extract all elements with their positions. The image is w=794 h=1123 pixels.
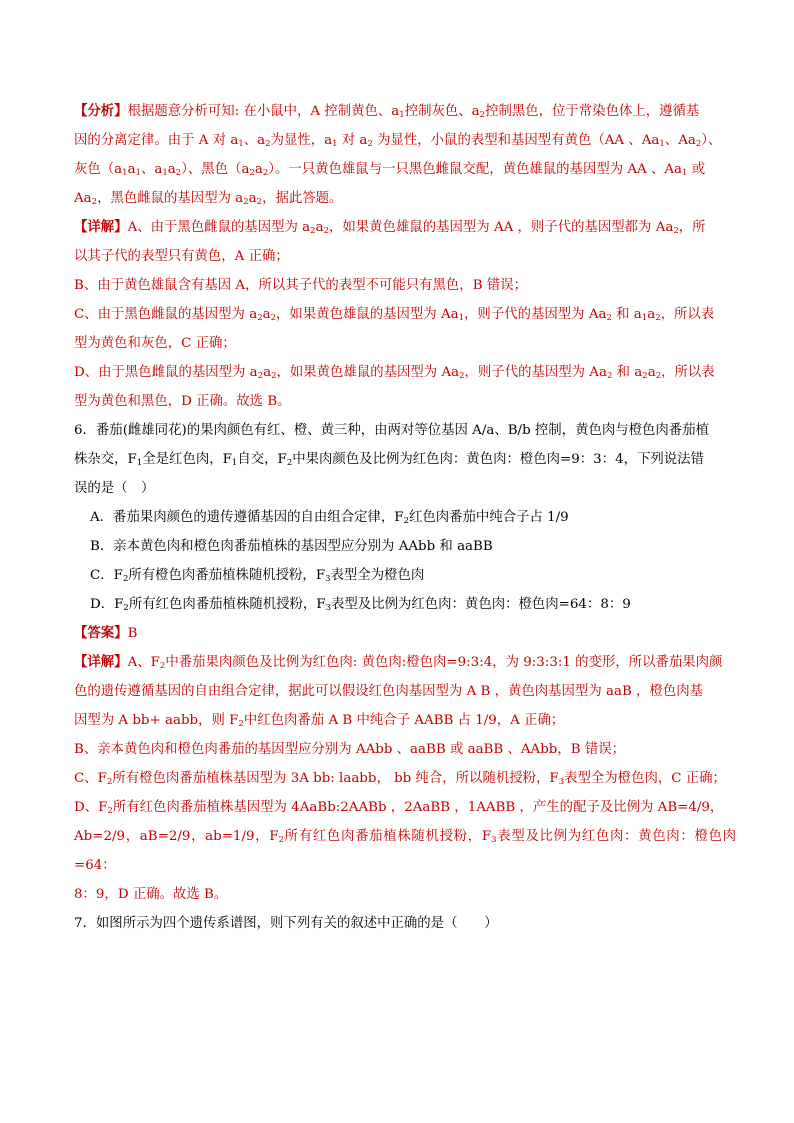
text-segment: 所有橙色肉番茄植株基因型为 3A bb: laabb， bb 纯合，所以随机授粉，F: [112, 771, 559, 786]
subscript: 3: [325, 574, 331, 584]
text-segment: 自交，F: [237, 452, 287, 467]
text-segment: ）、黑色（a: [181, 162, 250, 177]
text-segment: 控制黑色，位于常染色体上，遵循基: [485, 104, 700, 119]
text-segment: ，黑色雌鼠的基因型为 a: [97, 191, 244, 206]
subscript: 2: [175, 168, 182, 178]
text-segment: 8：9，D 正确。故选 B。: [74, 887, 228, 902]
subscript: 2: [403, 516, 409, 526]
text-segment: A．番茄果肉颜色的遗传遵循基因的自由组合定律，F: [90, 510, 404, 525]
text-segment: 红色肉番茄中纯合子占 1/9: [408, 510, 569, 525]
detail-line: [74, 387, 736, 416]
subscript: 2: [695, 139, 702, 149]
text-segment: ，如果黄色雄鼠的基因型为 AA ，则子代的基因型都为 Aa: [329, 220, 674, 235]
detail-line: [74, 648, 736, 677]
subscript: 1: [162, 168, 168, 178]
question-line: [74, 474, 736, 503]
subscript: 2: [655, 371, 662, 381]
text-segment: a: [315, 220, 324, 235]
subscript: 2: [257, 371, 264, 381]
option-a[interactable]: [74, 503, 736, 532]
text-segment: 、a: [140, 162, 163, 177]
detail-tag: 【详解】: [74, 654, 128, 670]
text-segment: ，所以表: [660, 307, 715, 322]
detail-line: [74, 242, 736, 271]
text-segment: a: [248, 191, 257, 206]
answer-section: [74, 619, 736, 648]
text-segment: a: [127, 162, 136, 177]
text-segment: 中红色肉番茄 A B 中纯合子 AABB 占 1/9，A 正确；: [243, 713, 565, 728]
text-segment: ，则子代的基因型为 Aa: [464, 365, 607, 380]
subscript: 2: [673, 226, 679, 236]
subscript: 2: [265, 139, 271, 149]
detail-line: [74, 271, 736, 300]
detail-line: [74, 822, 736, 880]
text-segment: 因的分离定律。由于 A 对 a: [74, 133, 239, 148]
text-segment: 因型为 A bb+ aabb，则 F: [74, 713, 239, 728]
text-segment: 表型及比例为红色肉：黄色肉：橙色肉=64：8：9: [331, 597, 631, 612]
text-segment: a: [647, 307, 656, 322]
subscript: 2: [323, 226, 329, 236]
subscript: 2: [243, 197, 249, 207]
text-segment: 控制灰色、a: [404, 104, 480, 119]
detail-line: [74, 213, 736, 242]
subscript: 2: [270, 313, 277, 323]
question-line: [74, 416, 736, 445]
subscript: 2: [257, 313, 263, 323]
subscript: 2: [278, 835, 284, 845]
text-segment: 6．番茄(雌雄同花)的果肉颜色有红、橙、黄三种，由两对等位基因 A/a、B/b 控制，黄色肉与橙色肉番茄植: [74, 423, 709, 438]
text-segment: 灰色（a: [74, 162, 123, 177]
text-segment: C．F: [90, 568, 123, 583]
text-segment: 和 a: [612, 365, 643, 380]
subscript: 3: [491, 835, 497, 845]
text-segment: 所有红色肉番茄植株随机授粉，F: [128, 597, 326, 612]
subscript: 2: [606, 371, 613, 381]
subscript: 2: [106, 777, 113, 787]
text-segment: 中果肉颜色及比例为红色肉：黄色肉：橙色肉=9：3：4，下列说法错: [292, 452, 704, 467]
text-segment: 根据题意分析可知: 在小鼠中，A 控制黄色、a: [127, 104, 400, 119]
text-segment: D、F: [74, 800, 108, 815]
text-segment: 表型全为橙色肉，C 正确；: [564, 771, 726, 786]
analysis-line: [74, 184, 736, 213]
detail-line: [74, 358, 736, 387]
text-segment: 色的遗传遵循基因的自由组合定律，据此可以假设红色肉基因型为 A B ，黄色肉基因型为 aaB ，橙色肉基: [74, 684, 704, 699]
subscript: 1: [659, 139, 665, 149]
text-segment: a: [167, 162, 176, 177]
subscript: 1: [641, 313, 648, 323]
text-segment: C、由于黑色雌鼠的基因型为 a: [74, 307, 258, 322]
subscript: 2: [655, 313, 661, 323]
answer-line: [74, 619, 736, 648]
subscript: 2: [256, 197, 263, 207]
text-segment: 7．如图所示为四个遗传系谱图，则下列有关的叙述中正确的是（ ）: [74, 916, 498, 931]
text-segment: 全是红色肉，F: [142, 452, 232, 467]
subscript: 1: [136, 458, 143, 468]
text-segment: 型为黄色和黑色，D 正确。故选 B。: [74, 394, 291, 409]
analysis-section: [74, 97, 736, 213]
text-segment: Ab=2/9，aB=2/9，ab=1/9，F: [74, 829, 279, 844]
subscript: 2: [107, 806, 113, 816]
option-c[interactable]: [74, 561, 736, 590]
option-d[interactable]: [74, 590, 736, 619]
answer-tag: 【答案】: [74, 625, 128, 641]
subscript: 2: [91, 197, 98, 207]
subscript: 2: [642, 371, 648, 381]
subscript: 2: [159, 661, 166, 671]
subscript: 3: [325, 603, 332, 613]
subscript: 2: [262, 168, 269, 178]
subscript: 2: [606, 313, 612, 323]
text-segment: 对 a: [337, 133, 368, 148]
subscript: 2: [123, 603, 129, 613]
text-segment: 表型及比例为红色肉：黄色肉：橙色肉=64：: [74, 829, 737, 873]
text-segment: ）、: [701, 133, 722, 148]
text-segment: 中番茄果肉颜色及比例为红色肉: 黄色肉:橙色肉=9:3:4，为 9:3:3:1 的变形，所以番茄果肉颜: [165, 655, 723, 670]
text-segment: Aa: [74, 191, 92, 206]
analysis-line: [74, 155, 736, 184]
text-segment: A、由于黑色雌鼠的基因型为 a: [127, 220, 311, 235]
analysis-line: [74, 97, 736, 126]
text-segment: ，据此答题。: [262, 191, 343, 206]
subscript: 1: [238, 139, 244, 149]
subscript: 2: [479, 110, 486, 120]
subscript: 1: [332, 139, 338, 149]
detail-section-2: [74, 648, 736, 909]
text-segment: a: [263, 365, 272, 380]
text-segment: ，如果黄色雄鼠的基因型为 Aa: [276, 307, 459, 322]
question-line: [74, 909, 736, 938]
detail-line: [74, 677, 736, 706]
question-7: [74, 909, 736, 938]
text-segment: 或: [687, 162, 706, 177]
text-segment: a: [262, 307, 271, 322]
text-segment: 表型全为橙色肉: [330, 568, 425, 583]
detail-line: [74, 300, 736, 329]
text-segment: D．F: [90, 597, 124, 612]
subscript: 1: [122, 168, 128, 178]
text-segment: 、Aa: [664, 133, 696, 148]
text-segment: 误的是（ ）: [74, 481, 155, 496]
subscript: 2: [122, 574, 129, 584]
text-segment: ）。一只黄色雄鼠与一只黑色雌鼠交配，黄色雄鼠的基因型为 AA 、Aa: [268, 162, 683, 177]
question-line: [74, 445, 736, 474]
text-segment: ，所: [678, 220, 706, 235]
detail-line: [74, 329, 736, 358]
subscript: 1: [682, 168, 688, 178]
subscript: 1: [135, 168, 141, 178]
detail-line: [74, 880, 736, 909]
text-segment: a: [647, 365, 656, 380]
text-segment: 所有红色肉番茄植株基因型为 4AaBb:2AABb ，2AaBB ，1AABB ，产生的配子及比例为 AB=4/9，: [112, 800, 724, 815]
subscript: 1: [231, 458, 238, 468]
document-content: [74, 97, 736, 938]
text-segment: A、F: [127, 655, 160, 670]
question-6: [74, 416, 736, 619]
text-segment: 、a: [243, 133, 266, 148]
text-segment: ，如果黄色雄鼠的基因型为 Aa: [276, 365, 460, 380]
text-segment: C、F: [74, 771, 107, 786]
detail-section-1: [74, 213, 736, 416]
text-segment: B．亲本黄色肉和橙色肉番茄植株的基因型应分别为 AAbb 和 aaBB: [90, 539, 493, 554]
text-segment: 为显性，小鼠的表型和基因型有黄色（AA 、Aa: [372, 133, 660, 148]
answer-value: B: [127, 626, 138, 641]
subscript: 3: [558, 777, 565, 787]
text-segment: ，则子代的基因型为 Aa: [464, 307, 607, 322]
analysis-tag: 【分析】: [74, 103, 128, 119]
subscript: 2: [271, 371, 277, 381]
subscript: 2: [238, 719, 244, 729]
text-segment: D、由于黑色雌鼠的基因型为 a: [74, 365, 258, 380]
subscript: 2: [249, 168, 255, 178]
detail-line: [74, 793, 736, 822]
text-segment: ，所以表: [661, 365, 715, 380]
subscript: 2: [310, 226, 316, 236]
text-segment: 以其子代的表型只有黄色，A 正确；: [74, 249, 289, 264]
text-segment: 所有红色肉番茄植株随机授粉，F: [283, 829, 492, 844]
detail-tag: 【详解】: [74, 219, 128, 235]
detail-line: [74, 706, 736, 735]
text-segment: 为显性，a: [270, 133, 333, 148]
text-segment: B、亲本黄色肉和橙色肉番茄的基因型应分别为 AAbb 、aaBB 或 aaBB 、AAbb，B 错误；: [74, 742, 626, 757]
text-segment: 和 a: [611, 307, 642, 322]
subscript: 1: [399, 110, 405, 120]
subscript: 2: [367, 139, 373, 149]
text-segment: a: [254, 162, 263, 177]
subscript: 2: [286, 458, 293, 468]
subscript: 2: [459, 371, 465, 381]
detail-line: [74, 735, 736, 764]
analysis-line: [74, 126, 736, 155]
detail-line: [74, 764, 736, 793]
text-segment: 型为黄色和灰色，C 正确；: [74, 336, 236, 351]
option-b[interactable]: [74, 532, 736, 561]
text-segment: 株杂交，F: [74, 452, 137, 467]
text-segment: B、由于黄色雄鼠含有基因 A，所以其子代的表型不可能只有黑色，B 错误；: [74, 278, 527, 293]
text-segment: 所有橙色肉番茄植株随机授粉，F: [128, 568, 326, 583]
subscript: 1: [458, 313, 465, 323]
